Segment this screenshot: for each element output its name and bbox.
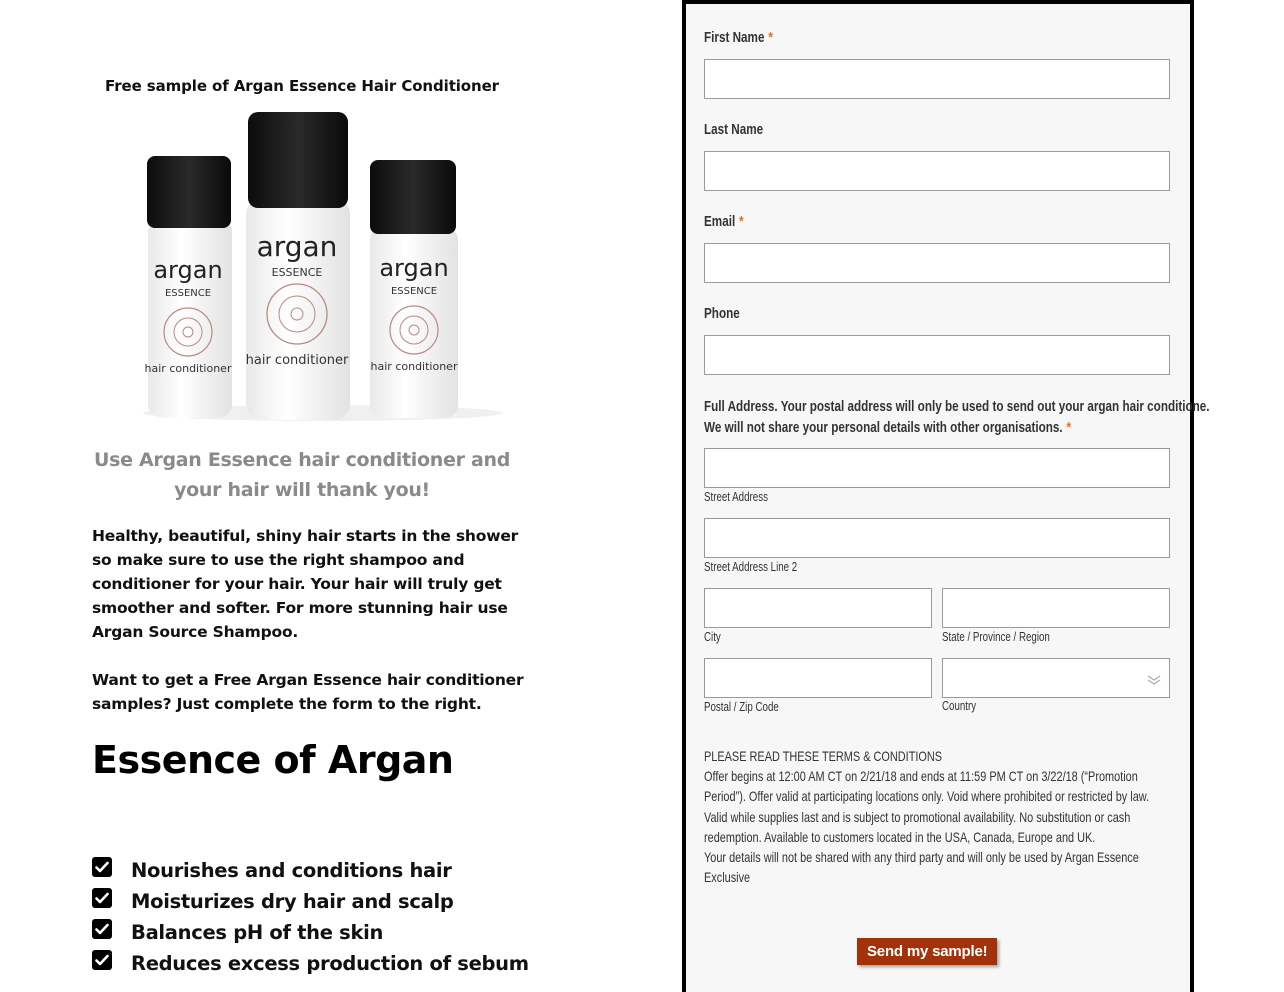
brand-heading: Essence of Argan xyxy=(92,738,454,782)
country-sublabel: Country xyxy=(942,699,977,713)
cta-paragraph: Want to get a Free Argan Essence hair conditioner samples? Just complete the form to the right. xyxy=(92,671,524,713)
first-name-label: First Name * xyxy=(704,29,773,46)
phone-label: Phone xyxy=(704,305,740,322)
svg-text:argan: argan xyxy=(379,254,449,282)
svg-text:ESSENCE: ESSENCE xyxy=(390,286,438,297)
street-address-sublabel: Street Address xyxy=(704,490,768,504)
benefits-list xyxy=(92,855,529,979)
benefit-item xyxy=(92,886,529,917)
svg-text:argan: argan xyxy=(256,230,338,263)
zip-sublabel: Postal / Zip Code xyxy=(704,700,779,714)
checkbox-checked-icon xyxy=(92,950,112,970)
svg-text:ESSENCE: ESSENCE xyxy=(271,266,323,279)
svg-text:ESSENCE: ESSENCE xyxy=(164,288,212,299)
svg-text:hair conditioner: hair conditioner xyxy=(245,353,349,368)
last-name-input[interactable] xyxy=(704,151,1170,191)
phone-input[interactable] xyxy=(704,335,1170,375)
checkbox-checked-icon xyxy=(92,857,112,877)
email-label: Email * xyxy=(704,213,744,230)
tagline: Use Argan Essence hair conditioner and your hair will thank you! xyxy=(93,449,511,501)
terms-line: Offer begins at 12:00 AM CT on 2/21/18 and ends at 11:59 PM CT on 3/22/18 (“Promotion xyxy=(704,768,1138,785)
svg-text:hair conditioner: hair conditioner xyxy=(370,360,458,373)
benefit-item xyxy=(92,855,529,886)
sample-request-form xyxy=(682,0,1210,992)
email-input[interactable] xyxy=(704,243,1170,283)
checkbox-checked-icon xyxy=(92,919,112,939)
state-sublabel: State / Province / Region xyxy=(942,630,1050,644)
terms-and-conditions xyxy=(704,747,1284,888)
benefit-label: Moisturizes dry hair and scalp xyxy=(131,890,454,913)
benefit-item xyxy=(92,948,529,979)
required-marker: * xyxy=(1066,419,1072,436)
terms-line: Valid while supplies last and is subject to promotional availability. No substitution or cash xyxy=(704,808,1131,825)
terms-heading: PLEASE READ THESE TERMS & CONDITIONS xyxy=(704,748,943,764)
country-select[interactable] xyxy=(942,658,1170,698)
svg-text:argan: argan xyxy=(153,256,223,284)
terms-line: Period”). Offer valid at participating locations only. Void where prohibited or restricted by law. xyxy=(704,788,1150,805)
intro-paragraph: Healthy, beautiful, shiny hair starts in the shower so make sure to use the right shampoo and conditioner for your hair. Your hair will truly get smoother and softer. For more stunning hair use Argan Source Shampoo. xyxy=(92,527,519,641)
required-marker: * xyxy=(768,29,773,46)
last-name-label: Last Name xyxy=(704,121,764,138)
street-address-input[interactable] xyxy=(704,448,1170,488)
terms-line: Your details will not be shared with any third party and will only be used by Argan Essence xyxy=(704,849,1139,866)
address-label: Full Address. Your postal address will only be used to send out your argan hair conditione. We will not share your personal details with other organisations. * xyxy=(704,398,1210,436)
checkbox-checked-icon xyxy=(92,888,112,908)
city-sublabel: City xyxy=(704,630,721,644)
chevron-down-icon xyxy=(1147,671,1161,690)
terms-line: Exclusive xyxy=(704,869,751,886)
required-marker: * xyxy=(739,213,744,230)
benefit-label: Reduces excess production of sebum xyxy=(131,952,529,975)
promo-title: Free sample of Argan Essence Hair Conditioner xyxy=(105,77,499,95)
city-input[interactable] xyxy=(704,588,932,628)
benefit-item xyxy=(92,917,529,948)
product-image xyxy=(138,108,508,426)
svg-text:hair conditioner: hair conditioner xyxy=(144,362,232,375)
zip-input[interactable] xyxy=(704,658,932,698)
send-sample-button[interactable]: Send my sample! xyxy=(857,938,997,965)
benefit-label: Balances pH of the skin xyxy=(131,921,384,944)
terms-line: redemption. Available to customers located in the USA, Canada, Europe and UK. xyxy=(704,828,1096,845)
benefit-label: Nourishes and conditions hair xyxy=(131,859,452,882)
street-address-line2-sublabel: Street Address Line 2 xyxy=(704,560,798,574)
street-address-line2-input[interactable] xyxy=(704,518,1170,558)
first-name-input[interactable] xyxy=(704,59,1170,99)
state-input[interactable] xyxy=(942,588,1170,628)
